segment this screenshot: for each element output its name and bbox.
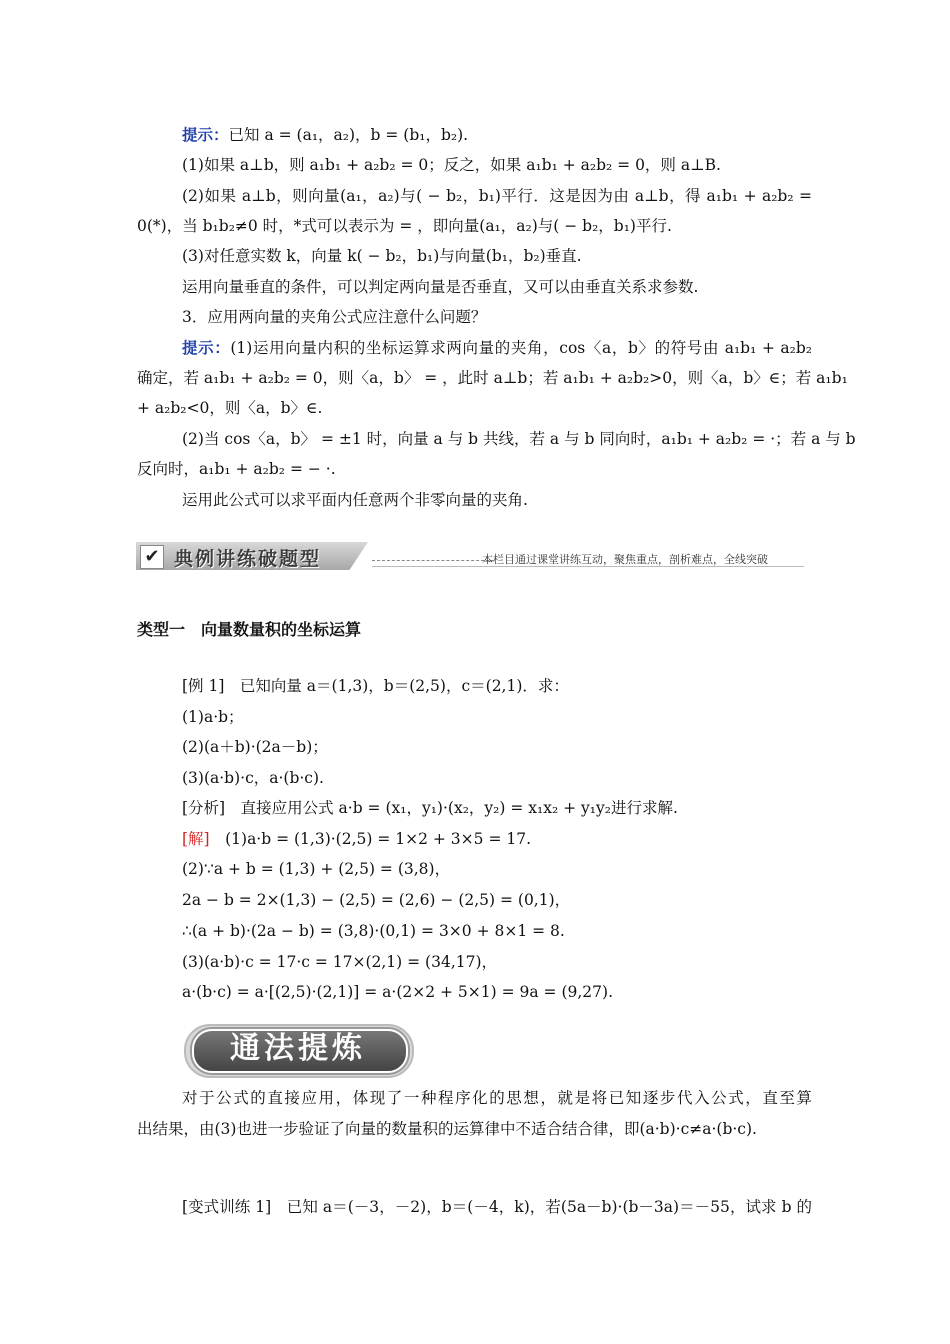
section-banner: [136, 540, 804, 572]
hint-line-10: + a₂b₂<0，则〈a，b〉∈.: [137, 399, 323, 417]
hint-line-11: (2)当 cos〈a，b〉 = ±1 时，向量 a 与 b 共线，若 a 与 b 同向时，a₁b₁ + a₂b₂ = ·；若 a 与 b: [182, 430, 856, 448]
hint-line-5: (3)对任意实数 k，向量 k( − b₂，b₁)与向量(b₁，b₂)垂直.: [182, 247, 582, 265]
exercise-line-1: [变式训练 1] 已知 a＝(－3，－2)，b＝(－4，k)，若(5a－b)·(b－3a)＝－55，试求 b 的: [182, 1198, 812, 1216]
solution-line-3: 2a − b = 2×(1,3) − (2,5) = (2,6) − (2,5) = (0,1)，: [182, 891, 571, 909]
badge-title: 通法提炼: [230, 1031, 366, 1066]
hint-line-1: [182, 125, 468, 145]
hint-text: (1)运用向量内积的坐标运算求两向量的夹角，cos〈a，b〉的符号由 a₁b₁ + a₂b₂: [230, 339, 812, 357]
banner-title: 典例讲练破题型: [174, 548, 322, 570]
analysis-line: [分析] 直接应用公式 a·b = (x₁，y₁)·(x₂，y₂) = x₁x₂ + y₁y₂进行求解.: [182, 799, 678, 817]
banner-divider: [372, 560, 494, 561]
hint-line-8: [182, 338, 812, 358]
solution-line-6: a·(b·c) = a·[(2,5)·(2,1)] = a·(2×2 + 5×1) = 9a = (9,27).: [182, 983, 613, 1001]
hint-line-12: 反向时，a₁b₁ + a₂b₂ = − ·.: [137, 460, 336, 478]
hint-text: 已知 a = (a₁，a₂)，b = (b₁，b₂).: [228, 126, 469, 144]
question-3: 3．应用两向量的夹角公式应注意什么问题？: [182, 308, 487, 326]
solution-label: [解]: [182, 830, 210, 848]
banner-subtitle: 本栏目通过课堂讲练互动，聚焦重点，剖析难点，全线突破: [482, 553, 768, 566]
solution-line-4: ∴(a + b)·(2a − b) = (3,8)·(0,1) = 3×0 + 8×1 = 8.: [182, 922, 565, 940]
solution-line-2: (2)∵a + b = (1,3) + (2,5) = (3,8)，: [182, 860, 451, 878]
hint-line-9: 确定，若 a₁b₁ + a₂b₂ = 0，则〈a，b〉 = ，此时 a⊥b；若 a₁b₁ + a₂b₂>0，则〈a，b〉∈；若 a₁b₁: [137, 369, 848, 387]
hint-line-4: 0(*)，当 b₁b₂≠0 时，*式可以表示为 = ，即向量(a₁，a₂)与( − b₂，b₁)平行.: [137, 217, 672, 235]
example-line-1: [例 1] 已知向量 a＝(1,3)，b＝(2,5)，c＝(2,1)．求：: [182, 677, 569, 695]
type-heading: 类型一 向量数量积的坐标运算: [137, 620, 362, 639]
solution-text: (1)a·b = (1,3)·(2,5) = 1×2 + 3×5 = 17.: [209, 830, 532, 848]
solution-line-5: (3)(a·b)·c = 17·c = 17×(2,1) = (34,17)，: [182, 953, 498, 971]
hint-label: 提示：: [182, 338, 231, 357]
checkmark-icon: ✔: [140, 545, 164, 569]
example-line-4: (3)(a·b)·c，a·(b·c).: [182, 769, 324, 787]
method-badge: [184, 1020, 416, 1078]
example-line-2: (1)a·b；: [182, 708, 244, 726]
method-line-1: 对于公式的直接应用，体现了一种程序化的思想，就是将已知逐步代入公式，直至算: [182, 1089, 812, 1107]
example-line-3: (2)(a＋b)·(2a－b)；: [182, 738, 328, 756]
hint-line-2: (1)如果 a⊥b，则 a₁b₁ + a₂b₂ = 0；反之，如果 a₁b₁ + a₂b₂ = 0，则 a⊥B.: [182, 156, 721, 174]
method-line-2: 出结果，由(3)也进一步验证了向量的数量积的运算律中不适合结合律，即(a·b)·c≠a·(b·c).: [137, 1120, 757, 1138]
hint-line-3: (2)如果 a⊥b，则向量(a₁，a₂)与( − b₂，b₁)平行．这是因为由 a⊥b，得 a₁b₁ + a₂b₂ =: [182, 187, 812, 205]
solution-line-1: [182, 829, 531, 849]
hint-line-13: 运用此公式可以求平面内任意两个非零向量的夹角.: [182, 491, 528, 509]
hint-line-6: 运用向量垂直的条件，可以判定两向量是否垂直，又可以由垂直关系求参数.: [182, 278, 699, 296]
hint-label: 提示：: [182, 125, 229, 144]
